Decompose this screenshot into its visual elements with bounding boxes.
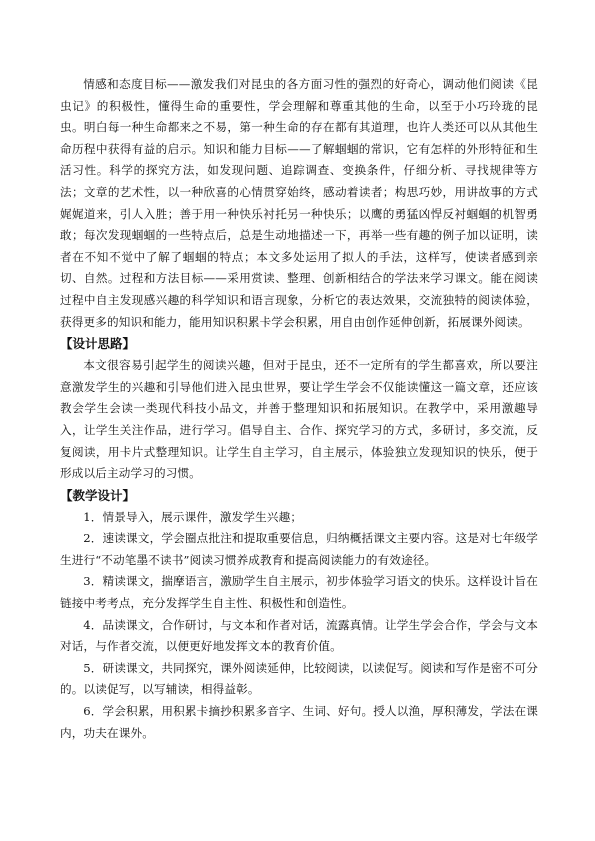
design-paragraph: 本文很容易引起学生的阅读兴趣，但对于昆虫，还不一定所有的学生都喜欢，所以要注意激发学生的兴趣和引导他们进入昆虫世界，要让学生学会不仅能读懂这一篇文章，还应该教会学生会读一类现代科技小品文，并善于整理知识和拓展知识。在教学中，采用激趣导入，让学生关注作品，进行学习。倡导自主、合作、探究学习的方式，多研讨，多交流，反复阅读，用卡片式整理知识。让学生自主学习，自主展示，体验独立发现知识的快乐，便于形成以后主动学习的习惯。 (60, 358, 538, 481)
teaching-step: 6．学会积累，用积累卡摘抄积累多音字、生词、好句。授人以渔，厚积薄发，学法在课内，功夫在课外。 (60, 704, 538, 740)
design-heading: 【设计思路】 (60, 336, 136, 352)
teaching-step: 5．研读课文，共同探究，课外阅读延伸，比较阅读，以读促写。阅读和写作是密不可分的。以读促写，以写辅读，相得益彰。 (60, 660, 538, 697)
teaching-heading: 【教学设计】 (60, 487, 136, 503)
teaching-step: 3．精读课文，揣摩语言，激励学生自主展示，初步体验学习语文的快乐。这样设计旨在链接中考考点，充分发挥学生自主性、积极性和创造性。 (60, 574, 538, 611)
document-body (60, 74, 538, 744)
teaching-step: 1．情景导入，展示课件，激发学生兴趣； (83, 509, 303, 524)
goals-paragraph: 情感和态度目标——激发我们对昆虫的各方面习性的强烈的好奇心，调动他们阅读《昆虫记》的积极性，懂得生命的重要性，学会理解和尊重其他的生命，以至于小巧玲珑的昆虫。明白每一种生命都来之不易，第一种生命的存在都有其道理，也许人类还可以从其他生命历程中获得有益的启示。知识和能力目标——了解蝈蝈的常识，它有怎样的外形特征和生活习性。科学的探究方法，如发现问题、追踪调查、变换条件，仔细分析、寻找规律等方法；文章的艺术性，以一种欣喜的心情贯穿始终，感动着读者；构思巧妙，用讲故事的方式娓娓道来，引人入胜；善于用一种快乐衬托另一种快乐；以鹰的勇猛凶悍反衬蝈蝈的机智勇敢；每次发现蝈蝈的一些特点后，总是生动地描述一下，再举一些有趣的例子加以证明，读者在不知不觉中了解了蝈蝈的特点；本文多处运用了拟人的手法，这样写，使读者感到亲切、自然。过程和方法目标——采用赏读、整理、创新相结合的学法来学习课文。能在阅读过程中自主发现感兴趣的科学知识和语言现象，分析它的表达效果，交流独特的阅读体验，获得更多的知识和能力，能用知识积累卡学会积累，用自由创作延伸创新，拓展课外阅读。 (60, 77, 538, 329)
teaching-step: 2．速读课文，学会圈点批注和提取重要信息，归纳概括课文主要内容。这是对七年级学生进行“不动笔墨不读书”阅读习惯养成教育和提高阅读能力的有效途径。 (60, 531, 538, 567)
teaching-step: 4．品读课文，合作研讨，与文本和作者对话，流露真情。让学生学会合作，学会与文本对话，与作者交流，以便更好地发挥文本的教育价值。 (60, 617, 538, 654)
